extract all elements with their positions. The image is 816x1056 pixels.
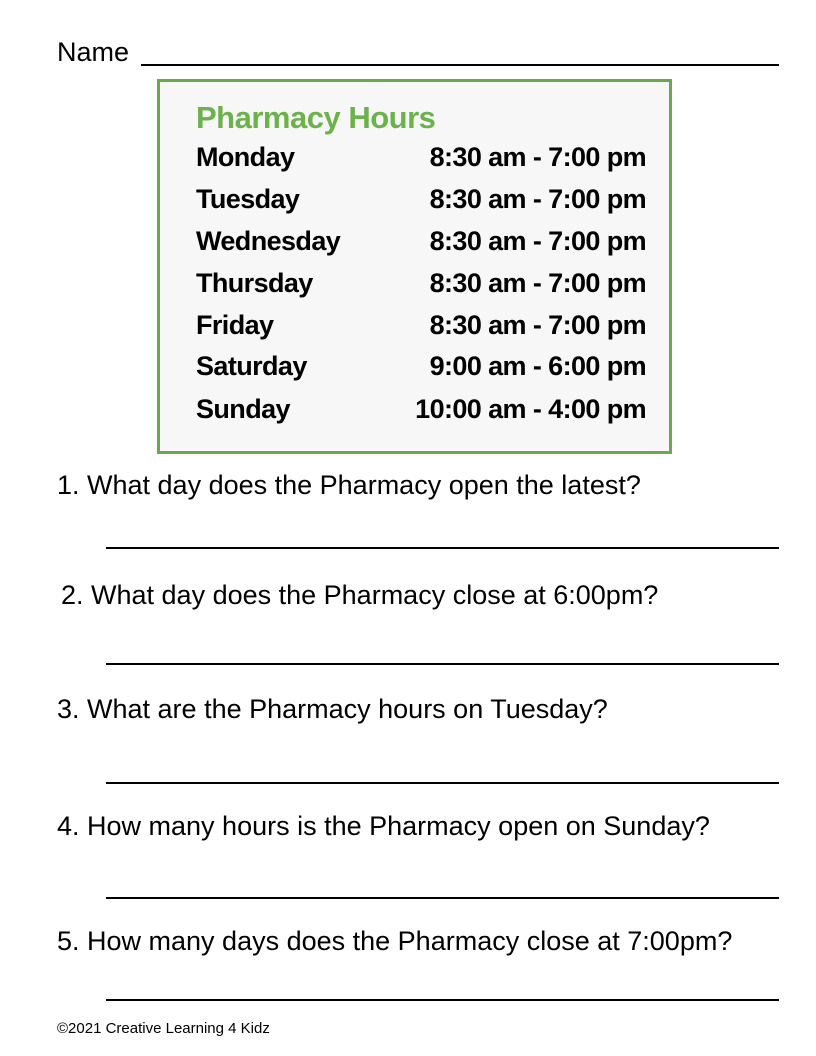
hours-row-sunday	[196, 394, 646, 428]
hours-day: Saturday	[196, 351, 307, 381]
pharmacy-hours-card	[157, 79, 672, 454]
question-4: 4. How many hours is the Pharmacy open on Sunday?	[57, 811, 710, 841]
answer-line-1[interactable]	[106, 547, 779, 549]
hours-row-monday	[196, 142, 646, 176]
hours-day: Sunday	[196, 394, 290, 424]
question-5: 5. How many days does the Pharmacy close at 7:00pm?	[57, 926, 733, 956]
hours-row-saturday	[196, 351, 646, 385]
hours-row-wednesday	[196, 226, 646, 260]
answer-line-3[interactable]	[106, 782, 779, 784]
answer-line-2[interactable]	[106, 663, 779, 665]
question-1: 1. What day does the Pharmacy open the latest?	[57, 470, 641, 500]
hours-time: 10:00 am - 4:00 pm	[415, 394, 646, 424]
hours-day: Monday	[196, 142, 295, 172]
hours-day: Wednesday	[196, 226, 341, 256]
name-write-line[interactable]	[141, 64, 779, 66]
hours-day: Thursday	[196, 268, 313, 298]
hours-day: Tuesday	[196, 184, 300, 214]
hours-time: 8:30 am - 7:00 pm	[429, 142, 646, 172]
name-row	[57, 36, 779, 68]
hours-row-friday	[196, 310, 646, 344]
hours-row-tuesday	[196, 184, 646, 218]
hours-time: 8:30 am - 7:00 pm	[429, 268, 646, 298]
copyright-notice: ©2021 Creative Learning 4 Kidz	[57, 1020, 270, 1037]
question-2: 2. What day does the Pharmacy close at 6:00pm?	[61, 580, 659, 610]
hours-card-title: Pharmacy Hours	[196, 100, 436, 135]
hours-time: 8:30 am - 7:00 pm	[429, 310, 646, 340]
answer-line-5[interactable]	[106, 999, 779, 1001]
hours-time: 8:30 am - 7:00 pm	[429, 226, 646, 256]
question-3: 3. What are the Pharmacy hours on Tuesday?	[57, 694, 608, 724]
name-label: Name	[57, 37, 130, 67]
hours-time: 8:30 am - 7:00 pm	[429, 184, 646, 214]
answer-line-4[interactable]	[106, 897, 779, 899]
hours-day: Friday	[196, 310, 274, 340]
hours-time: 9:00 am - 6:00 pm	[429, 351, 646, 381]
hours-row-thursday	[196, 268, 646, 302]
